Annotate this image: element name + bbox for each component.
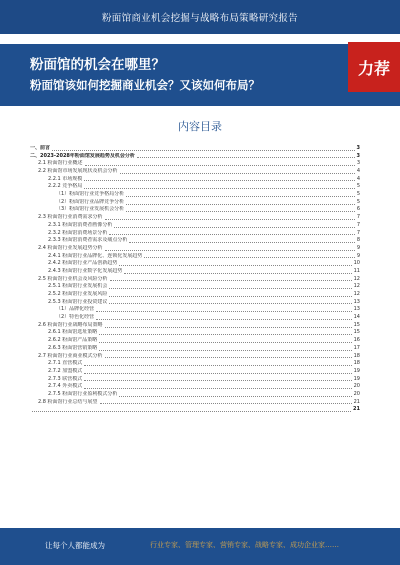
toc-leader-dots bbox=[105, 327, 352, 328]
toc-leader-dots bbox=[99, 350, 351, 351]
toc-entry-label: 2.7.5 粉面馆行业盈利模式分析 bbox=[48, 390, 118, 397]
toc-entry-label: 2.5 粉面馆行业机会及风险分析 bbox=[38, 275, 108, 282]
toc-entry-page: 12 bbox=[353, 291, 360, 298]
toc-entry-page: 13 bbox=[353, 298, 360, 305]
toc-entry-label: 2.6 粉面馆行业战略布局策略 bbox=[38, 321, 103, 328]
toc-entry-label: （2）特色化经营 bbox=[56, 314, 95, 321]
toc-entry-page: 6 bbox=[356, 206, 360, 213]
toc-entry[interactable] bbox=[30, 222, 360, 230]
toc-entry-label: 2.6.2 粉面馆产品策略 bbox=[48, 337, 98, 344]
brand-badge: 力荐 bbox=[348, 42, 400, 92]
toc-leader-dots bbox=[84, 188, 355, 189]
toc-leader-dots bbox=[109, 288, 351, 289]
toc-entry-page: 15 bbox=[353, 329, 360, 336]
toc-entry[interactable] bbox=[30, 160, 360, 168]
toc-entry-page: 4 bbox=[356, 175, 360, 182]
toc-entry-page: 12 bbox=[353, 283, 360, 290]
toc-entry[interactable] bbox=[30, 306, 360, 314]
toc-entry-label: （1）粉面馆行业竞争格局分析 bbox=[56, 191, 125, 198]
toc-entry[interactable] bbox=[30, 260, 360, 268]
toc-entry-label: 二、2023-2028年粉面馆发展趋势及机会分析 bbox=[30, 152, 135, 159]
toc-entry-page: 19 bbox=[353, 375, 360, 382]
toc-entry-page: 3 bbox=[356, 152, 360, 159]
toc-leader-dots bbox=[137, 157, 355, 158]
toc-entry-page: 13 bbox=[353, 306, 360, 313]
toc-leader-dots bbox=[52, 150, 355, 151]
toc-entry[interactable] bbox=[30, 391, 360, 399]
toc-entry[interactable] bbox=[30, 283, 360, 291]
toc-entry[interactable] bbox=[30, 237, 360, 245]
toc-leader-dots bbox=[119, 396, 351, 397]
toc-entry-label: 2.3 粉面馆行业消费需求分析 bbox=[38, 214, 103, 221]
toc-leader-dots bbox=[120, 173, 355, 174]
toc-entry[interactable] bbox=[30, 360, 360, 368]
toc-entry-label: 2.7.1 直营模式 bbox=[48, 360, 83, 367]
toc-entry[interactable] bbox=[30, 353, 360, 361]
toc-entry[interactable] bbox=[30, 345, 360, 353]
toc-leader-dots bbox=[129, 242, 354, 243]
toc-entry-page: 7 bbox=[356, 221, 360, 228]
toc-entry[interactable] bbox=[30, 191, 360, 199]
toc-entry[interactable] bbox=[30, 253, 360, 261]
toc-entry[interactable] bbox=[30, 168, 360, 176]
toc-entry[interactable] bbox=[30, 245, 360, 253]
toc-entry[interactable] bbox=[30, 183, 360, 191]
toc-entry-page: 17 bbox=[353, 344, 360, 351]
toc-entry[interactable] bbox=[30, 145, 360, 153]
toc-entry-page: 5 bbox=[356, 198, 360, 205]
toc-leader-dots bbox=[99, 334, 351, 335]
toc-leader-dots bbox=[85, 165, 355, 166]
toc-leader-dots bbox=[109, 296, 351, 297]
toc-entry-label: 2.4.3 粉面馆行业数字化发展趋势 bbox=[48, 267, 123, 274]
toc-entry-page: 4 bbox=[356, 168, 360, 175]
toc-entry-label: （2）粉面馆行业品牌竞争分析 bbox=[56, 198, 125, 205]
hero-title: 粉面馆的机会在哪里？ bbox=[30, 57, 165, 73]
toc-leader-dots bbox=[99, 342, 351, 343]
toc-leader-dots bbox=[119, 265, 351, 266]
toc-entry-page: 9 bbox=[356, 252, 360, 259]
toc-entry-label: 2.1 粉面馆行业概述 bbox=[38, 160, 83, 167]
toc-leader-dots bbox=[105, 357, 352, 358]
toc-entry[interactable] bbox=[30, 199, 360, 207]
toc-entry-label: （3）粉面馆行业发展机会分析 bbox=[56, 206, 125, 213]
toc-leader-dots bbox=[84, 380, 351, 381]
footer-slogan: 让每个人都能成为 bbox=[45, 541, 105, 550]
toc-entry-page: 11 bbox=[353, 267, 360, 274]
toc-entry-label: （1）品牌化经营 bbox=[56, 306, 95, 313]
toc-entry-page: 3 bbox=[356, 160, 360, 167]
toc-entry-page: 15 bbox=[353, 321, 360, 328]
toc-entry-page: 7 bbox=[356, 229, 360, 236]
toc-title: 内容目录 bbox=[178, 120, 222, 133]
toc-entry-page: 20 bbox=[353, 383, 360, 390]
toc-entry-label: 2.7 粉面馆行业商业模式分析 bbox=[38, 352, 103, 359]
toc-entry[interactable] bbox=[30, 299, 360, 307]
toc-entry[interactable] bbox=[30, 268, 360, 276]
toc-entry[interactable] bbox=[30, 314, 360, 322]
toc-entry[interactable] bbox=[30, 368, 360, 376]
toc-entry[interactable] bbox=[30, 406, 360, 414]
toc-entry-label: 2.5.2 粉面馆行业发展风险 bbox=[48, 291, 108, 298]
toc-entry[interactable] bbox=[30, 291, 360, 299]
toc-leader-dots bbox=[105, 250, 355, 251]
toc-entry[interactable] bbox=[30, 383, 360, 391]
toc-leader-dots bbox=[126, 204, 355, 205]
toc-entry-label: 2.6.1 粉面馆选址策略 bbox=[48, 329, 98, 336]
toc-entry-page: 7 bbox=[356, 214, 360, 221]
toc-leader-dots bbox=[84, 388, 351, 389]
toc-entry-label: 2.2.1 市场规模 bbox=[48, 175, 83, 182]
toc-entry[interactable] bbox=[30, 214, 360, 222]
toc-entry[interactable] bbox=[30, 207, 360, 215]
toc-leader-dots bbox=[84, 373, 351, 374]
toc-entry[interactable] bbox=[30, 330, 360, 338]
toc-entry[interactable] bbox=[30, 322, 360, 330]
footer-roles: 行业专家、管理专家、营销专家、战略专家、成功企业家…… bbox=[150, 541, 339, 549]
toc-leader-dots bbox=[96, 319, 351, 320]
toc-entry-page: 16 bbox=[353, 337, 360, 344]
toc-entry-page: 21 bbox=[353, 398, 360, 405]
footer-bar bbox=[0, 528, 400, 565]
toc-leader-dots bbox=[100, 403, 352, 404]
toc-entry-label: 2.4 粉面馆行业发展趋势分析 bbox=[38, 244, 103, 251]
toc-entry-label: 2.4.2 粉面馆行业产品创新趋势 bbox=[48, 260, 118, 267]
toc-entry-label: 2.7.2 加盟模式 bbox=[48, 367, 83, 374]
toc-entry-label: 2.2.2 竞争格局 bbox=[48, 183, 83, 190]
toc-entry-page: 21 bbox=[353, 406, 360, 413]
hero-subtitle: 粉面馆该如何挖掘商业机会？又该如何布局？ bbox=[30, 78, 260, 92]
toc-entry-page: 9 bbox=[356, 244, 360, 251]
toc-entry-label: 2.7.3 联营模式 bbox=[48, 375, 83, 382]
toc-leader-dots bbox=[96, 311, 351, 312]
toc-entry[interactable] bbox=[30, 153, 360, 161]
toc-entry-label: 2.7.4 外卖模式 bbox=[48, 383, 83, 390]
report-title: 粉面馆商业机会挖掘与战略布局策略研究报告 bbox=[101, 13, 298, 24]
toc-entry-page: 19 bbox=[353, 367, 360, 374]
toc-entry-page: 18 bbox=[353, 352, 360, 359]
toc-entry-label: 2.8 粉面馆行业总结与展望 bbox=[38, 398, 98, 405]
toc-entry-page: 5 bbox=[356, 191, 360, 198]
toc-entry-page: 8 bbox=[356, 237, 360, 244]
toc-entry-label: 2.5.3 粉面馆行业投资建议 bbox=[48, 298, 108, 305]
toc-entry-page: 14 bbox=[353, 314, 360, 321]
toc-entry[interactable] bbox=[30, 276, 360, 284]
hero-banner bbox=[0, 44, 400, 106]
toc-entry-page: 10 bbox=[353, 260, 360, 267]
toc-entry-label: 2.6.3 粉面馆营销策略 bbox=[48, 344, 98, 351]
toc-entry-page: 18 bbox=[353, 360, 360, 367]
toc-entry-page: 5 bbox=[356, 183, 360, 190]
toc-entry[interactable] bbox=[30, 176, 360, 184]
toc-leader-dots bbox=[110, 280, 352, 281]
toc-entry[interactable] bbox=[30, 230, 360, 238]
toc-entry-label: 2.2 粉面馆市场发展现状及机会分析 bbox=[38, 168, 118, 175]
toc-leader-dots bbox=[124, 273, 351, 274]
toc-leader-dots bbox=[84, 180, 355, 181]
toc-leader-dots bbox=[109, 234, 354, 235]
toc-entry-label: 2.3.3 粉面馆消费者需求及痛点分析 bbox=[48, 237, 128, 244]
toc-leader-dots bbox=[105, 219, 355, 220]
toc-entry[interactable] bbox=[30, 337, 360, 345]
toc-leader-dots bbox=[126, 211, 355, 212]
report-header-bar bbox=[0, 0, 400, 34]
toc-entry[interactable] bbox=[30, 399, 360, 407]
toc-leader-dots bbox=[126, 196, 355, 197]
toc-entry-page: 20 bbox=[353, 390, 360, 397]
toc-leader-dots bbox=[109, 303, 351, 304]
toc-leader-dots bbox=[144, 257, 354, 258]
toc-entry-label: 一、前言 bbox=[30, 144, 51, 151]
toc-entry-label: 2.5.1 粉面馆行业发展机会 bbox=[48, 283, 108, 290]
toc-entry-page: 3 bbox=[356, 144, 360, 151]
toc-entry-page: 12 bbox=[353, 275, 360, 282]
toc-leader-dots bbox=[84, 365, 351, 366]
toc-entry[interactable] bbox=[30, 376, 360, 384]
toc-leader-dots bbox=[32, 411, 351, 412]
toc-entry-label: 2.3.2 粉面馆消费场景分析 bbox=[48, 229, 108, 236]
toc-entry-label: 2.4.1 粉面馆行业品牌化、连锁化发展趋势 bbox=[48, 252, 143, 259]
toc-leader-dots bbox=[114, 227, 354, 228]
table-of-contents bbox=[30, 145, 360, 414]
toc-entry-label: 2.3.1 粉面馆消费者画像分析 bbox=[48, 221, 113, 228]
